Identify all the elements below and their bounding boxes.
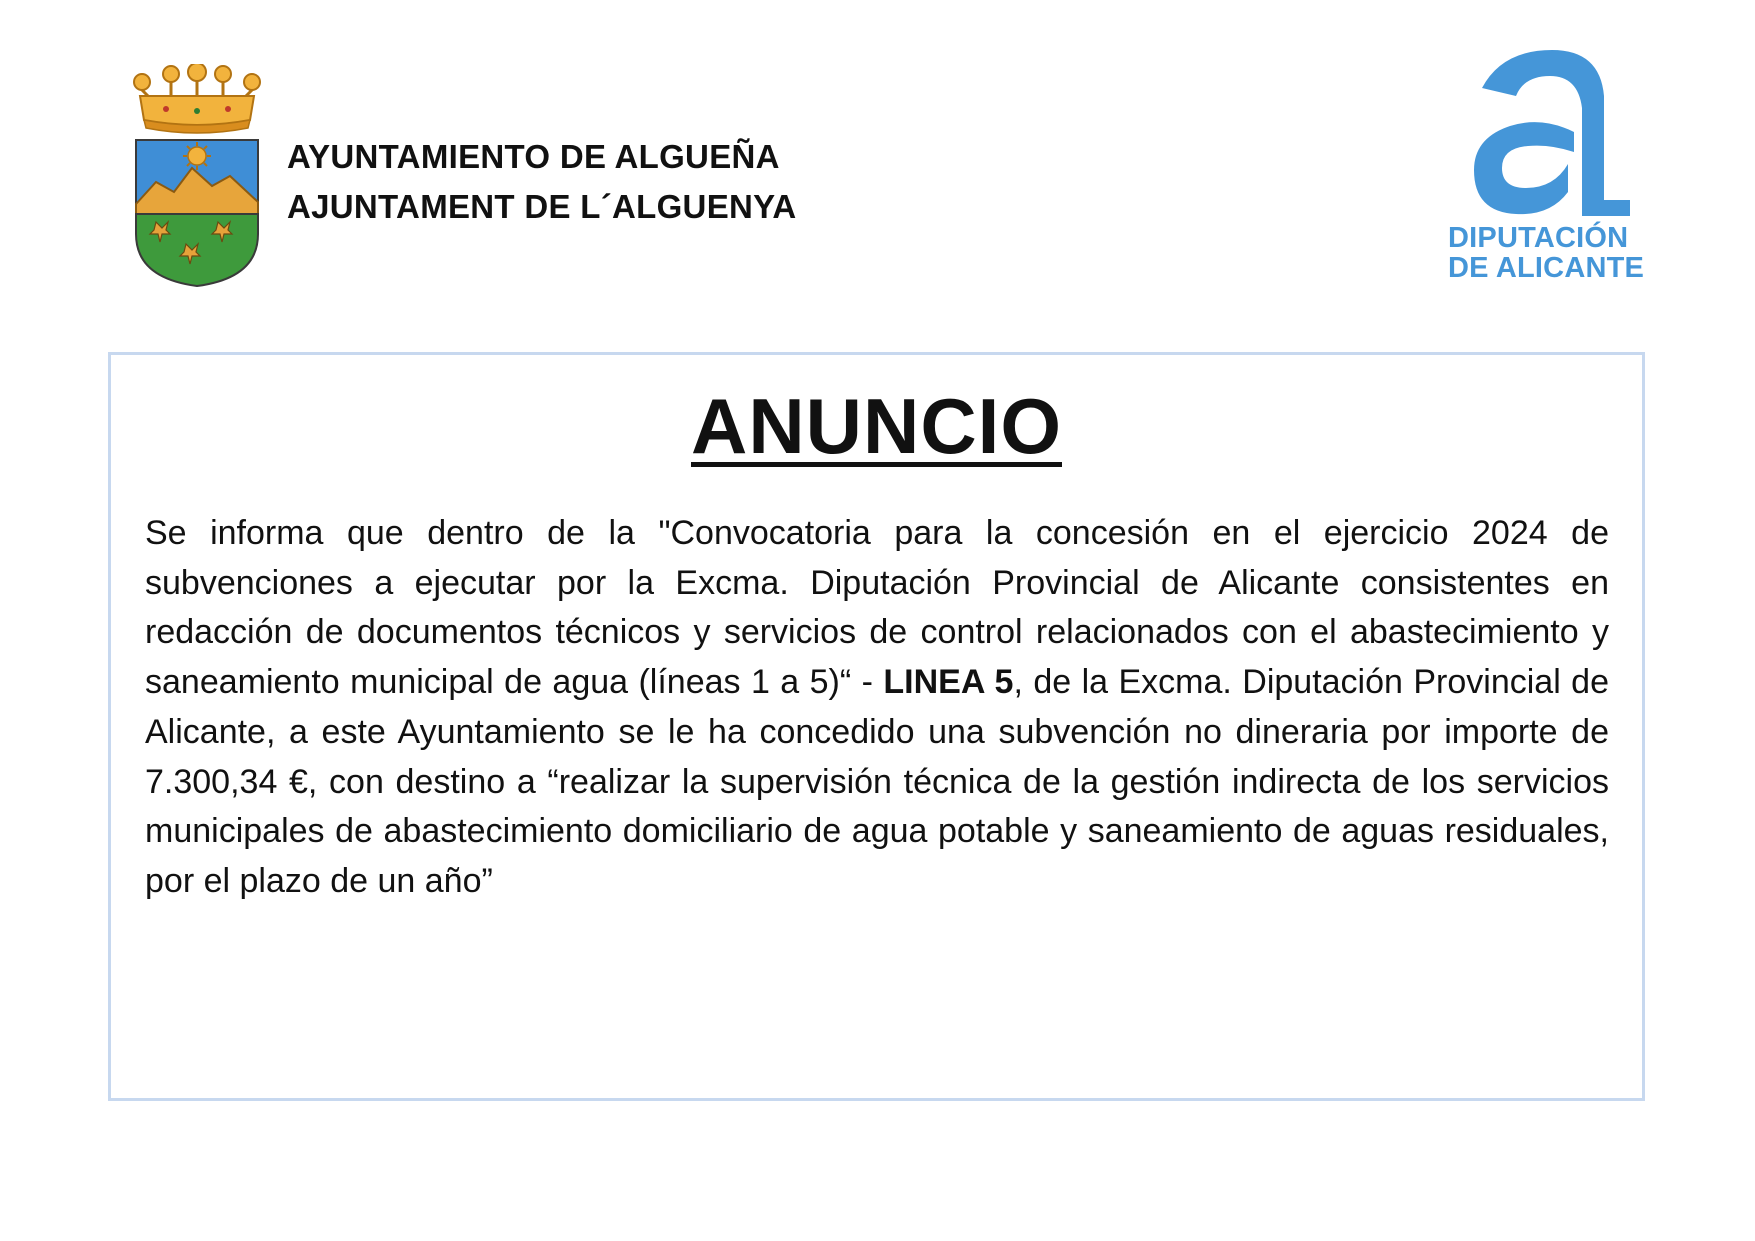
diputacion-wordmark-line2: DE ALICANTE: [1448, 252, 1645, 284]
algueña-coat-of-arms-icon: [126, 64, 268, 288]
notice-body-part2: , de la Excma. Diputación Provincial de Alicante, a este Ayuntamiento se le ha concedido una subvención no dineraria por importe de 7.300,34 €, con destino a “realizar la supervisión técnica de la gestión indirecta de los servicios municipales de abastecimiento domiciliario de agua potable y saneamiento de aguas residuales, por el plazo de un año”: [145, 663, 1609, 900]
notice-title-text: ANUNCIO: [691, 382, 1062, 470]
organization-name-spanish: AYUNTAMIENTO DE ALGUEÑA: [287, 138, 780, 175]
notice-box: [108, 352, 1645, 1101]
notice-body-line-reference: LINEA 5: [883, 663, 1014, 702]
notice-title: [111, 381, 1642, 471]
diputacion-alicante-logo-icon: [1462, 48, 1638, 218]
organization-name-valencian: AJUNTAMENT DE L´ALGUENYA: [287, 188, 797, 225]
diputacion-alicante-logo: [1440, 48, 1645, 290]
notice-body-part1: Se informa que dentro de la "Convocatoria para la concesión en el ejercicio 2024 de subvenciones a ejecutar por la Excma. Diputación Provincial de Alicante consistentes en redacción de documentos técnicos y servicios de control relacionados con el abastecimiento y saneamiento municipal de agua (líneas 1 a 5)“ -: [145, 514, 1609, 702]
diputacion-alicante-wordmark: [1448, 223, 1644, 283]
organization-name: [287, 132, 797, 232]
notice-body: [145, 509, 1609, 907]
diputacion-wordmark-line1: DIPUTACIÓN: [1448, 222, 1629, 254]
